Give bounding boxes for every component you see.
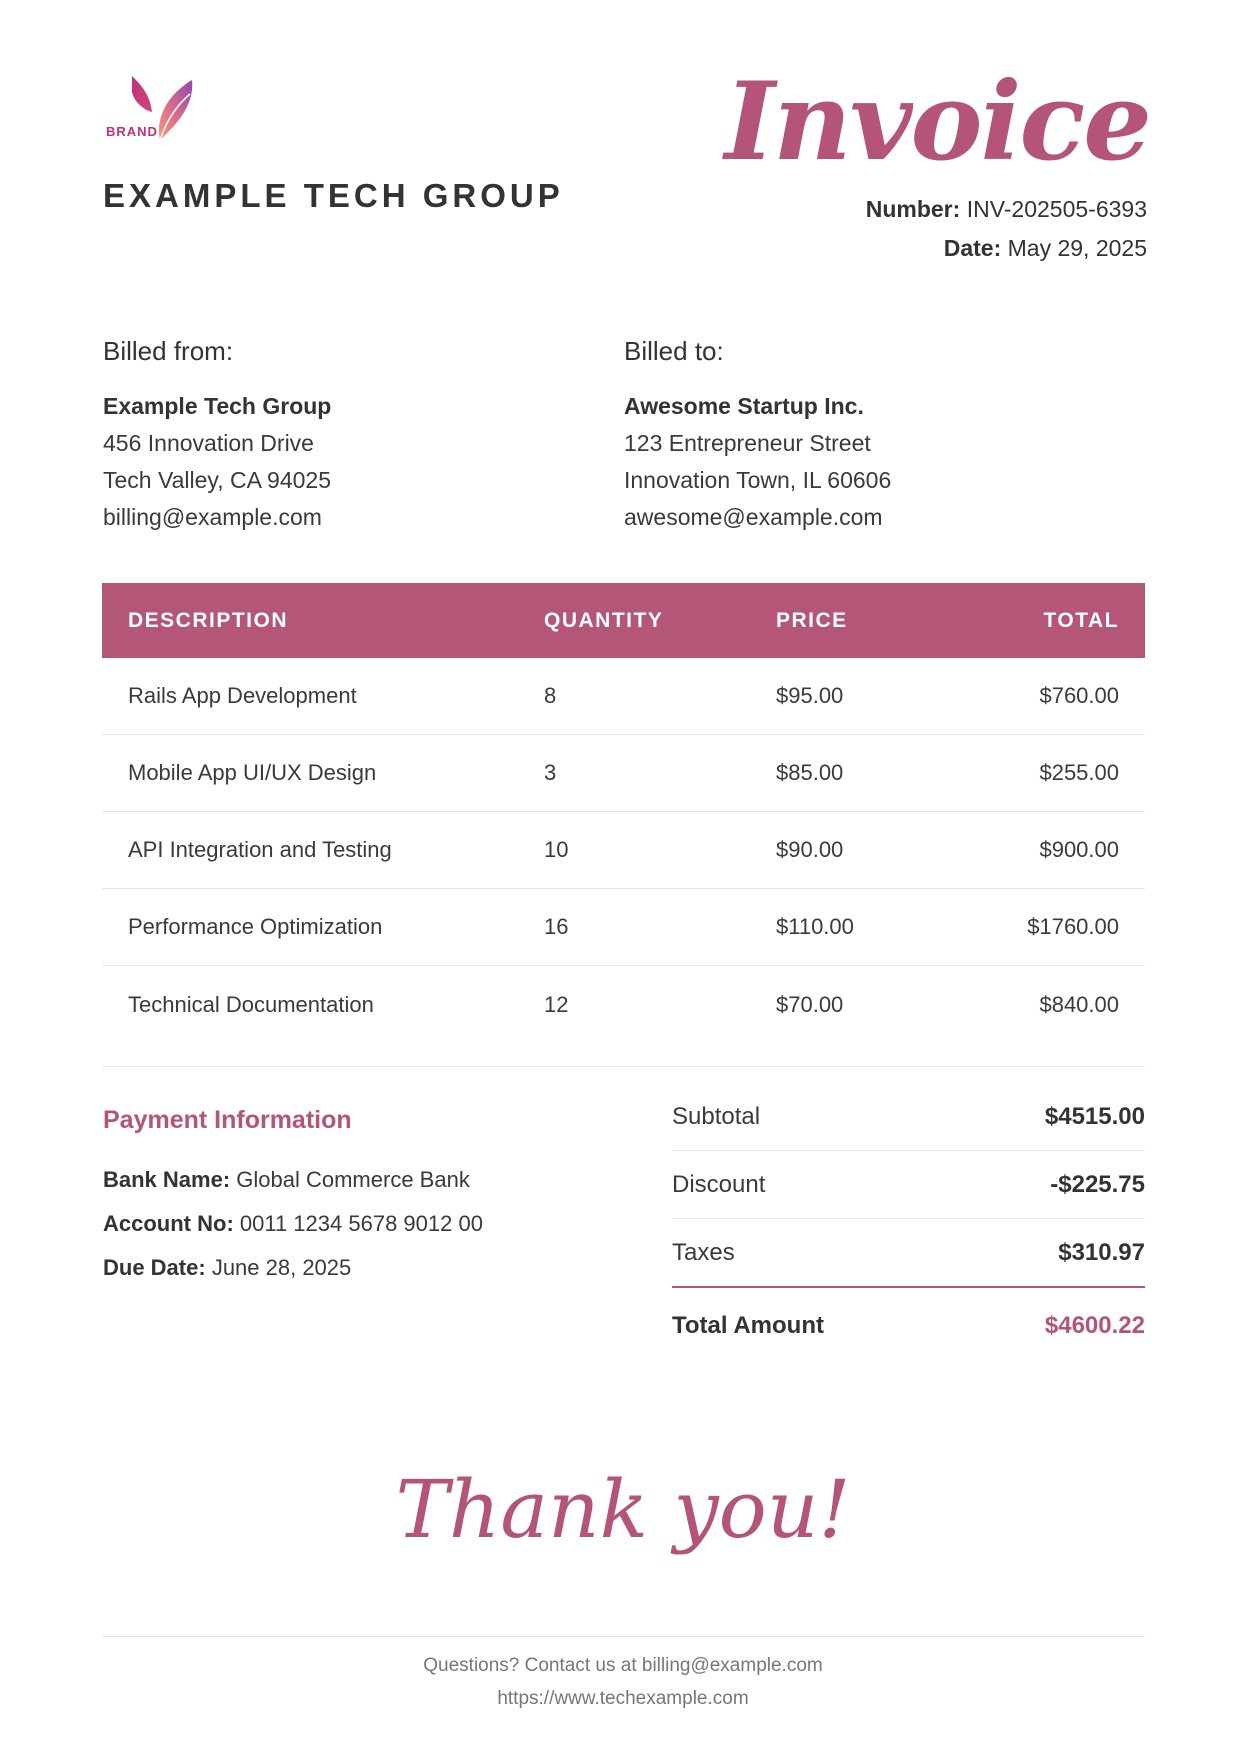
row-quantity: 16 <box>544 889 776 966</box>
invoice-number-label: Number: <box>865 196 961 222</box>
billed-to-street: 123 Entrepreneur Street <box>624 430 871 456</box>
account-no-row <box>103 1202 623 1246</box>
billed-from-city: Tech Valley, CA 94025 <box>103 467 332 493</box>
billed-to-name: Awesome Startup Inc. <box>624 393 864 419</box>
billed-to-email[interactable]: awesome@example.com <box>624 504 883 530</box>
billed-from-section <box>103 334 543 536</box>
thank-you-message: Thank you! <box>395 1463 851 1556</box>
billed-from-email[interactable]: billing@example.com <box>103 504 322 530</box>
table-row <box>102 658 1145 735</box>
company-name: EXAMPLE TECH GROUP <box>103 177 564 214</box>
footer-divider <box>102 1636 1145 1637</box>
table-row <box>102 735 1145 812</box>
table-row <box>102 966 1145 1044</box>
bank-name-row <box>103 1158 623 1202</box>
payment-heading: Payment Information <box>103 1106 352 1134</box>
row-price: $95.00 <box>776 658 976 735</box>
row-description: Rails App Development <box>102 658 544 735</box>
invoice-date-label: Date: <box>943 235 1002 261</box>
billed-from-heading: Billed from: <box>103 336 234 366</box>
taxes-row <box>672 1219 1145 1288</box>
invoice-date <box>944 235 1147 262</box>
row-total: $900.00 <box>976 812 1145 889</box>
header-total: TOTAL <box>976 583 1145 658</box>
row-price: $85.00 <box>776 735 976 812</box>
total-amount-row <box>672 1288 1145 1364</box>
billed-to-section <box>624 334 1064 536</box>
row-quantity: 10 <box>544 812 776 889</box>
logo-text: BRAND <box>106 124 158 139</box>
row-quantity: 12 <box>544 991 569 1017</box>
table-row <box>102 889 1145 966</box>
row-quantity: 8 <box>544 658 776 735</box>
row-description: Technical Documentation <box>128 991 374 1017</box>
taxes-value: $310.97 <box>1058 1238 1145 1266</box>
footer-contact: Questions? Contact us at billing@example.com <box>423 1655 823 1676</box>
subtotal-label: Subtotal <box>672 1102 761 1130</box>
subtotal-row <box>672 1083 1145 1151</box>
header-price: PRICE <box>776 583 976 658</box>
header-quantity: QUANTITY <box>544 583 776 658</box>
payment-information <box>103 1102 623 1290</box>
discount-value: -$225.75 <box>1050 1170 1145 1198</box>
billed-from-name: Example Tech Group <box>103 393 332 419</box>
due-date-row <box>103 1246 623 1290</box>
invoice-number-value: INV-202505-6393 <box>966 196 1147 222</box>
billed-to-heading: Billed to: <box>624 336 724 366</box>
row-quantity: 3 <box>544 735 776 812</box>
billed-to-city: Innovation Town, IL 60606 <box>624 467 892 493</box>
invoice-number <box>866 196 1147 223</box>
totals-summary <box>672 1083 1145 1364</box>
brand-logo <box>104 74 200 148</box>
discount-label: Discount <box>672 1170 766 1198</box>
total-amount-label: Total Amount <box>672 1312 824 1339</box>
section-divider <box>102 1066 1145 1067</box>
header-description: DESCRIPTION <box>102 583 544 658</box>
account-no-label: Account No: <box>103 1211 234 1236</box>
table-header-row <box>102 583 1145 658</box>
row-description: API Integration and Testing <box>102 812 544 889</box>
billed-from-street: 456 Innovation Drive <box>103 430 314 456</box>
row-description: Mobile App UI/UX Design <box>102 735 544 812</box>
invoice-date-value: May 29, 2025 <box>1007 235 1147 261</box>
row-price: $90.00 <box>776 812 976 889</box>
row-description: Performance Optimization <box>102 889 544 966</box>
bank-name-label: Bank Name: <box>103 1167 231 1192</box>
total-amount-value: $4600.22 <box>1044 1312 1145 1339</box>
row-total: $840.00 <box>1039 991 1119 1017</box>
due-date-label: Due Date: <box>103 1255 206 1280</box>
invoice-title: Invoice <box>724 59 1150 185</box>
table-row <box>102 812 1145 889</box>
row-total: $1760.00 <box>976 889 1145 966</box>
bank-name-value: Global Commerce Bank <box>236 1167 470 1192</box>
account-no-value: 0011 1234 5678 9012 00 <box>239 1211 483 1236</box>
row-price: $70.00 <box>776 991 844 1017</box>
row-total: $255.00 <box>976 735 1145 812</box>
footer-website-link[interactable]: https://www.techexample.com <box>497 1688 749 1709</box>
subtotal-value: $4515.00 <box>1044 1102 1145 1130</box>
due-date-value: June 28, 2025 <box>211 1255 352 1280</box>
discount-row <box>672 1151 1145 1219</box>
row-total: $760.00 <box>976 658 1145 735</box>
line-items-table <box>102 583 1145 1043</box>
row-price: $110.00 <box>776 889 976 966</box>
taxes-label: Taxes <box>672 1238 735 1266</box>
